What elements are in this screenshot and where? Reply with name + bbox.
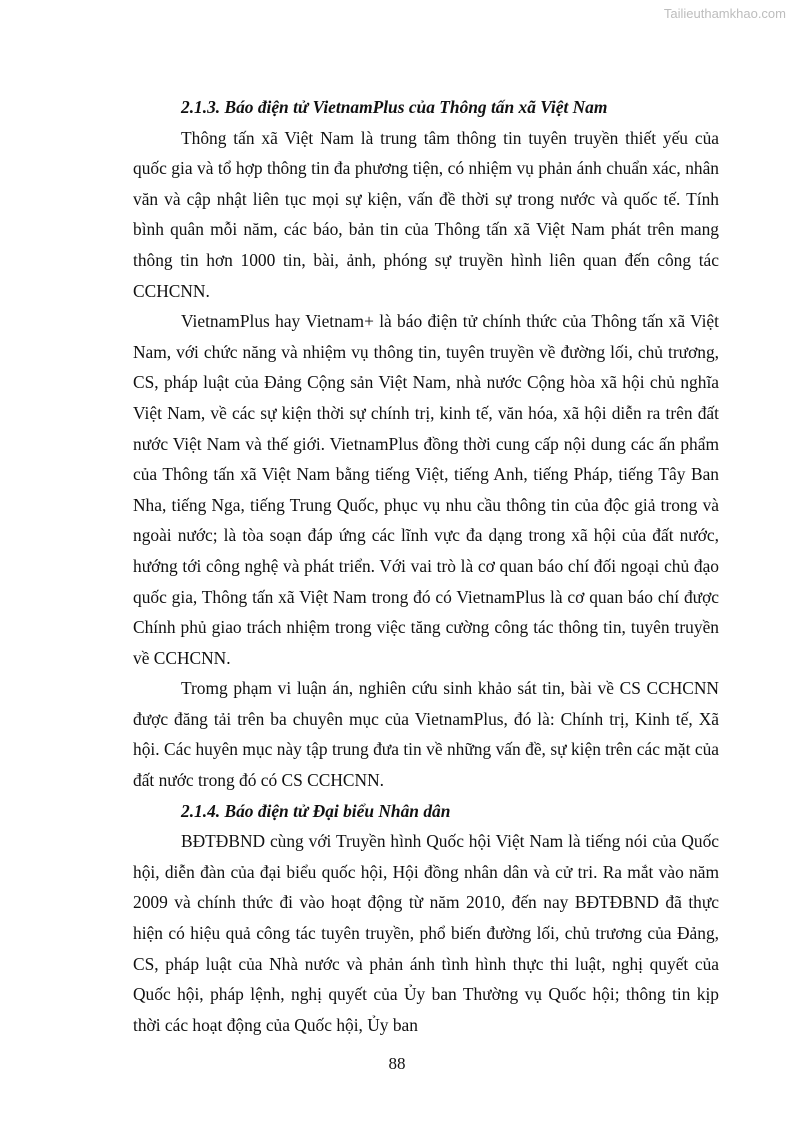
section-heading-vietnamplus: 2.1.3. Báo điện tử VietnamPlus của Thông tấn xã Việt Nam [181,97,608,117]
page-number: 88 [388,1054,406,1073]
paragraph-ttxvn-intro: Thông tấn xã Việt Nam là trung tâm thông tin tuyên truyền thiết yếu của quốc gia và tổ hợp thông tin đa phương tiện, có nhiệm vụ phản ánh chuẩn xác, nhân văn và cập nhật liên tục mọi sự kiện, vấn đề thời sự trong nước và quốc tế. Tính bình quân mỗi năm, các báo, bản tin của Thông tấn xã Việt Nam phát trên mang thông tin hơn 1000 tin, bài, ảnh, phóng sự truyền hình liên quan đến công tác CCHCNN. [133,127,719,301]
paragraph-research-scope: Tromg phạm vi luận án, nghiên cứu sinh khảo sát tin, bài về CS CCHCNN được đăng tải trên ba chuyên mục của VietnamPlus, đó là: Chính trị, Kinh tế, Xã hội. Các huyên mục này tập trung đưa tin về những vấn đề, sự kiện trên các mặt của đất nước trong đó có CS CCHCNN. [133,678,719,791]
paragraph-vietnamplus-role: VietnamPlus hay Vietnam+ là báo điện tử chính thức của Thông tấn xã Việt Nam, với chức năng và nhiệm vụ thông tin, tuyên truyền về đường lối, chủ trương, CS, pháp luật của Đảng Cộng sản Việt Nam, nhà nước Cộng hòa xã hội chủ nghĩa Việt Nam, về các sự kiện thời sự chính trị, kinh tế, văn hóa, xã hội diễn ra trên đất nước Việt Nam và thế giới. VietnamPlus đồng thời cung cấp nội dung các ấn phẩm của Thông tấn xã Việt Nam bằng tiếng Việt, tiếng Anh, tiếng Pháp, tiếng Tây Ban Nha, tiếng Nga, tiếng Trung Quốc, phục vụ nhu cầu thông tin của độc giả trong và ngoài nước; là tòa soạn đáp ứng các lĩnh vực đa dạng trong xã hội của đất nước, hướng tới công nghệ và phát triển. Với vai trò là cơ quan báo chí đối ngoại chủ đạo quốc gia, Thông tấn xã Việt Nam trong đó có VietnamPlus là cơ quan báo chí được Chính phủ giao trách nhiệm trong việc tăng cường công tác thông tin, tuyên truyền về CCHCNN. [133,311,719,668]
document-body [133,92,719,1040]
watermark-text: Tailieuthamkhao.com [663,6,786,21]
section-heading-daibieunhandan: 2.1.4. Báo điện tử Đại biểu Nhân dân [181,800,451,821]
paragraph-bdtdbnd-intro: BĐTĐBND cùng với Truyền hình Quốc hội Việt Nam là tiếng nói của Quốc hội, diễn đàn của đại biểu quốc hội, Hội đồng nhân dân và cử tri. Ra mắt vào năm 2009 và chính thức đi vào hoạt động từ năm 2010, đến nay BĐTĐBND đã thực hiện có hiệu quả công tác tuyên truyền, phổ biến đường lối, chủ trương của Đảng, CS, pháp luật của Nhà nước và phản ánh tình hình thực thi luật, nghị quyết của Quốc hội, pháp lệnh, nghị quyết của Ủy ban Thường vụ Quốc hội; thông tin kịp thời các hoạt động của Quốc hội, Ủy ban [133,831,719,1035]
